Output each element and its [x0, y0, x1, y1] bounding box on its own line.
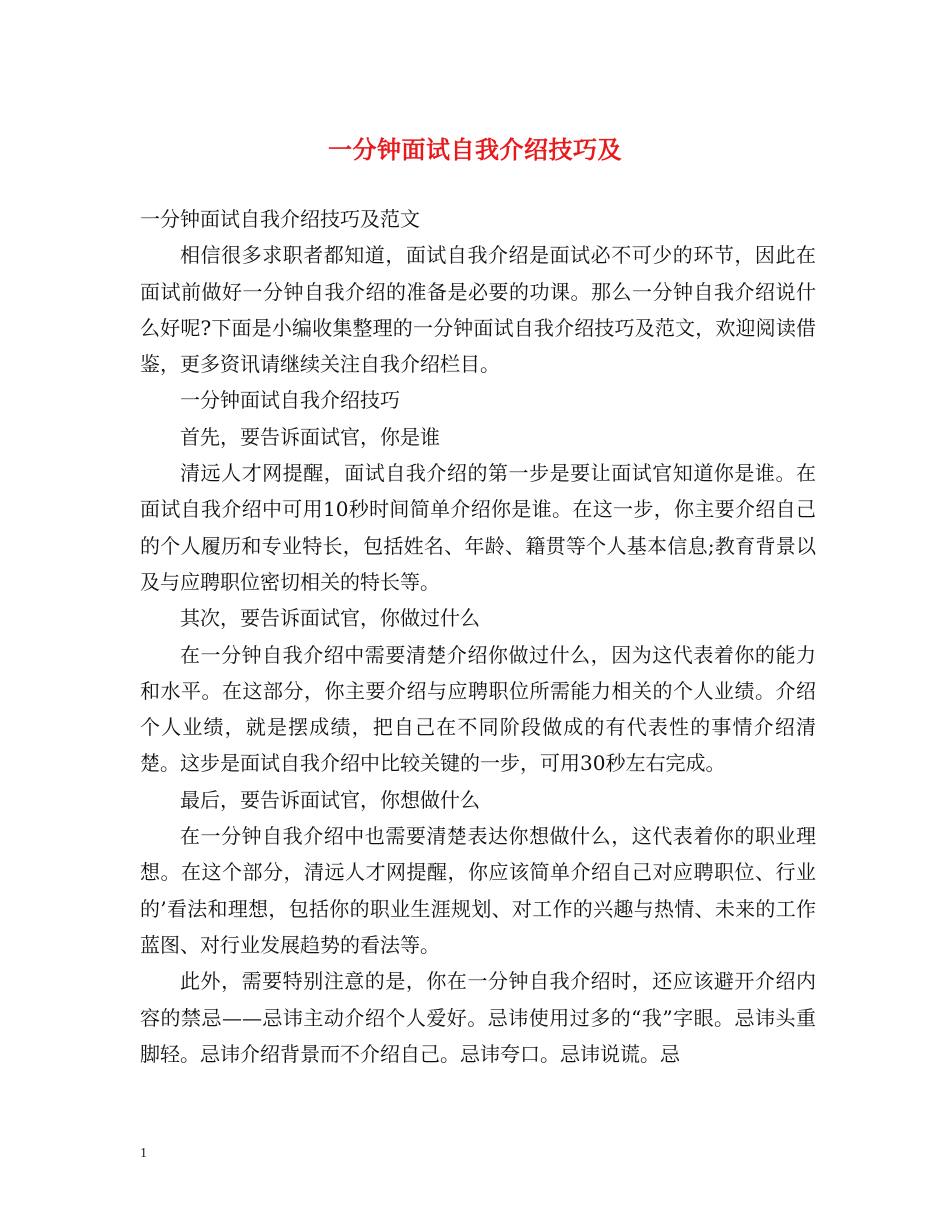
- section-heading-first: 首先，要告诉面试官，你是谁: [180, 424, 440, 449]
- paragraph-intro: 相信很多求职者都知道，面试自我介绍是面试必不可少的环节，因此在面试前做好一分钟自我介绍的准备是必要的功课。那么一分钟自我介绍说什么好呢?下面是小编收集整理的一分钟面试自我介绍技巧及范文，欢迎阅读借鉴，更多资讯请继续关注自我介绍栏目。: [140, 243, 816, 377]
- paragraph-subtitle: 一分钟面试自我介绍技巧及范文: [140, 207, 420, 231]
- document-title: 一分钟面试自我介绍技巧及: [328, 135, 622, 164]
- document-body: [140, 201, 816, 1072]
- paragraph-taboos: 此外，需要特别注意的是，你在一分钟自我介绍时，还应该避开介绍内容的禁忌——忌讳主动介绍个人爱好。忌讳使用过多的“我”字眼。忌讳头重脚轻。忌讳介绍背景而不介绍自己。忌讳夸口。忌讳说谎。忌: [140, 969, 816, 1066]
- section-heading-last: 最后，要告诉面试官，你想做什么: [180, 787, 480, 812]
- paragraph-second: 在一分钟自我介绍中需要清楚介绍你做过什么，因为这代表着你的能力和水平。在这部分，你主要介绍与应聘职位所需能力相关的个人业绩。介绍个人业绩，就是摆成绩，把自己在不同阶段做成的有代表性的事情介绍清楚。这步是面试自我介绍中比较关键的一步，可用30秒左右完成。: [140, 642, 816, 776]
- page-number: 1: [140, 1146, 147, 1161]
- section-heading-second: 其次，要告诉面试官，你做过什么: [180, 606, 480, 631]
- section-heading-tips: 一分钟面试自我介绍技巧: [180, 388, 400, 413]
- paragraph-first: 清远人才网提醒，面试自我介绍的第一步是要让面试官知道你是谁。在面试自我介绍中可用10秒时间简单介绍你是谁。在这一步，你主要介绍自己的个人履历和专业特长，包括姓名、年龄、籍贯等个人基本信息;教育背景以及与应聘职位密切相关的特长等。: [140, 461, 816, 594]
- paragraph-last: 在一分钟自我介绍中也需要清楚表达你想做什么，这代表着你的职业理想。在这个部分，清远人才网提醒，你应该简单介绍自己对应聘职位、行业的’看法和理想，包括你的职业生涯规划、对工作的兴趣与热情、未来的工作蓝图、对行业发展趋势的看法等。: [140, 824, 816, 957]
